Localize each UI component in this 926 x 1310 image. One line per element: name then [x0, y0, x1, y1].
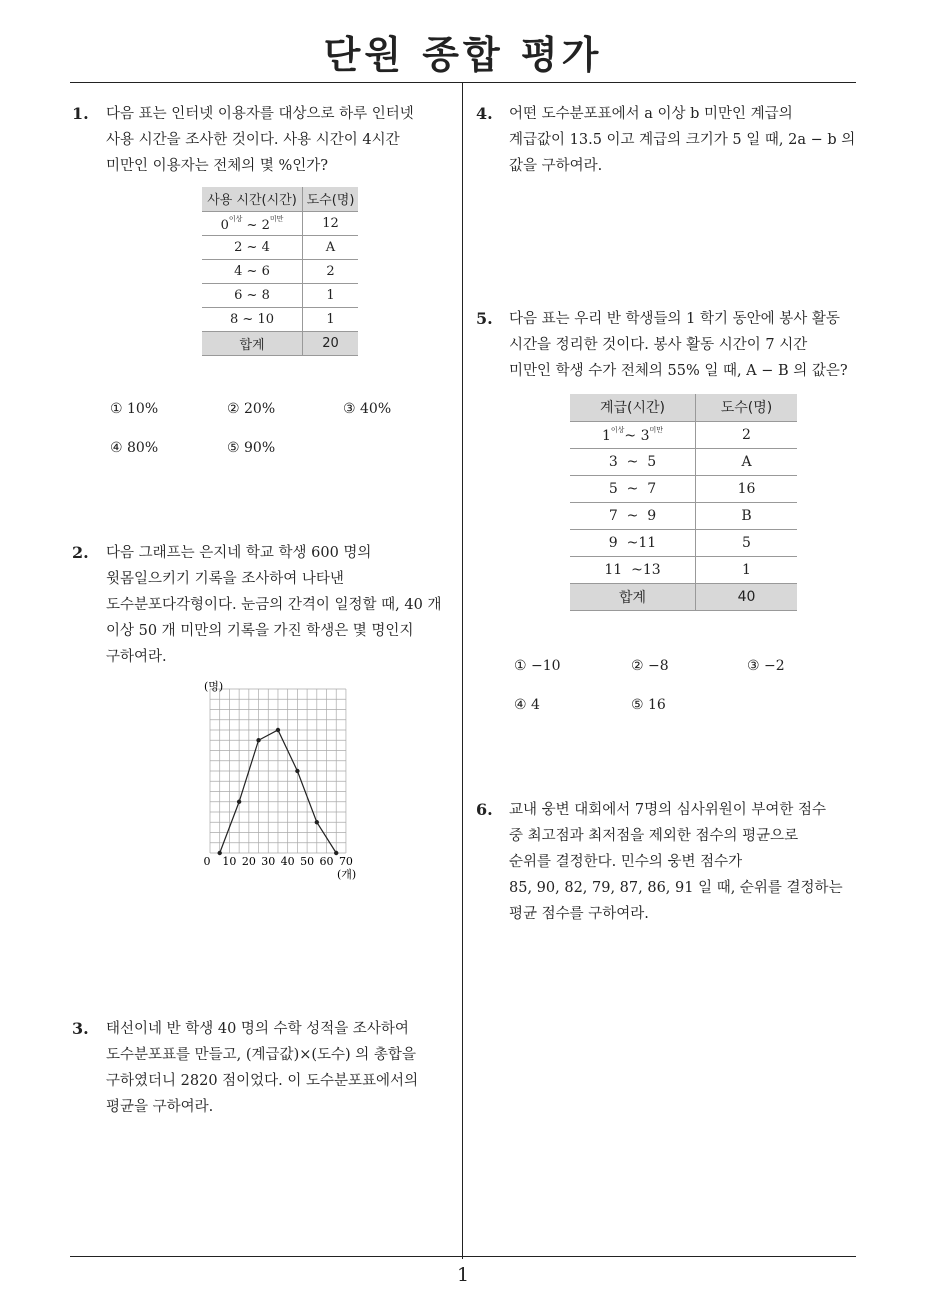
- table-row: [202, 283, 358, 307]
- range-high: 4: [261, 239, 270, 255]
- q6-line: 교내 웅변 대회에서 7명의 심사위원이 부여한 점수: [509, 802, 827, 818]
- chart-point: [218, 851, 222, 855]
- range-low: 8: [230, 311, 239, 327]
- table-row: [570, 475, 797, 502]
- q1-freq-cell: 1: [303, 307, 359, 331]
- table-row: [202, 307, 358, 331]
- chart-point: [315, 820, 319, 824]
- q5-line: 미만인 학생 수가 전체의 55% 일 때, A − B 의 값은?: [509, 363, 848, 379]
- table-row: [570, 583, 797, 610]
- q5-choice[interactable]: ④ 4: [514, 697, 540, 713]
- range-high: 10: [257, 311, 274, 327]
- q1-total-value: 20: [303, 331, 359, 355]
- q2-frequency-polygon-chart: [196, 676, 366, 886]
- range-suffix-high: 미만: [269, 214, 284, 223]
- table-row: [202, 235, 358, 259]
- table-row: [570, 556, 797, 583]
- q1-choice[interactable]: ② 20%: [227, 401, 276, 417]
- q5-choice[interactable]: ② −8: [631, 658, 669, 674]
- q5-class-cell: $1^{이상}\sim$ $3^{미만}$: [570, 421, 696, 448]
- top-rule: [70, 82, 856, 83]
- q5-class-cell: 9 ~11: [570, 529, 696, 556]
- x-tick-label: 60: [319, 855, 334, 868]
- q2-line: 구하여라.: [106, 649, 167, 665]
- q5-text: [509, 306, 848, 384]
- range-low: 11: [604, 561, 623, 578]
- q1-class-cell: 2 ~ 4: [202, 235, 303, 259]
- q4-line: 계급값이 13.5 이고 계급의 크기가 5 일 때, 2a − b 의: [509, 132, 856, 148]
- q6-line: 평균 점수를 구하여라.: [509, 906, 649, 922]
- column-divider: [462, 83, 463, 1259]
- q1-header-frequency: 도수(명): [303, 187, 359, 211]
- q5-total-value: 40: [696, 583, 798, 610]
- q2-line: 도수분포다각형이다. 눈금의 간격이 일정할 때, 40 개: [106, 597, 442, 613]
- q1-line: 미만인 이용자는 전체의 몇 %인가?: [106, 158, 329, 174]
- q5-class-cell: 3 ~ 5: [570, 448, 696, 475]
- x-tick-label: 0: [203, 855, 211, 868]
- q2-number: 2.: [72, 543, 89, 562]
- q5-frequency-table: [570, 394, 797, 611]
- chart-point: [256, 738, 260, 742]
- q1-total-label: 합계: [202, 331, 303, 355]
- chart-point: [237, 800, 241, 804]
- q6-number: 6.: [476, 800, 493, 819]
- q6-text: [509, 797, 843, 927]
- q5-choice[interactable]: ⑤ 16: [631, 697, 666, 713]
- q3-line: 구하였더니 2820 점이었다. 이 도수분포표에서의: [106, 1073, 419, 1089]
- q1-class-cell: 6 ~ 8: [202, 283, 303, 307]
- table-row: [570, 502, 797, 529]
- chart-y-label: (명): [204, 680, 224, 693]
- x-tick-label: 10: [222, 855, 237, 868]
- range-low: 6: [234, 287, 243, 303]
- range-high: 3: [640, 428, 650, 444]
- range-low: 1: [601, 428, 611, 444]
- page-title: 단원 종합 평가: [323, 33, 603, 77]
- range-low: 0: [220, 217, 229, 233]
- range-high: 5: [647, 453, 657, 470]
- x-tick-label: 20: [241, 855, 256, 868]
- q1-freq-cell: 2: [303, 259, 359, 283]
- q6-line: 순위를 결정한다. 민수의 웅변 점수가: [509, 854, 743, 870]
- q1-text: [106, 101, 414, 179]
- q1-header-class: 사용 시간(시간): [202, 187, 303, 211]
- table-row: [202, 259, 358, 283]
- q2-line: 이상 50 개 미만의 기록을 가진 학생은 몇 명인지: [106, 623, 414, 639]
- q5-freq-cell: 2: [696, 421, 798, 448]
- chart-x-label: (개): [337, 868, 357, 881]
- q1-class-cell: 8 ~ 10: [202, 307, 303, 331]
- range-low: 3: [608, 453, 618, 470]
- q1-choice[interactable]: ④ 80%: [110, 440, 159, 456]
- range-suffix-high: 미만: [649, 426, 664, 434]
- q3-line: 평균을 구하여라.: [106, 1099, 214, 1115]
- q5-choice[interactable]: ③ −2: [747, 658, 785, 674]
- q5-freq-cell: 5: [696, 529, 798, 556]
- q1-freq-cell: A: [303, 235, 359, 259]
- table-row: [202, 211, 358, 235]
- q5-line: 다음 표는 우리 반 학생들의 1 학기 동안에 봉사 활동: [509, 311, 840, 327]
- table-row: [202, 331, 358, 355]
- q1-line: 다음 표는 인터넷 이용자를 대상으로 하루 인터넷: [106, 106, 414, 122]
- table-row: [570, 529, 797, 556]
- range-high: 2: [261, 217, 270, 233]
- q1-freq-cell: 12: [303, 211, 359, 235]
- q1-choice[interactable]: ③ 40%: [343, 401, 392, 417]
- q5-choice[interactable]: ① −10: [514, 658, 561, 674]
- x-tick-label: 70: [338, 855, 353, 868]
- q5-freq-cell: B: [696, 502, 798, 529]
- q5-freq-cell: 1: [696, 556, 798, 583]
- q2-text: [106, 540, 441, 670]
- q4-text: [509, 101, 855, 179]
- x-tick-label: 50: [300, 855, 315, 868]
- range-low: 7: [608, 507, 618, 524]
- q3-text: [106, 1016, 418, 1120]
- q3-line: 태선이네 반 학생 40 명의 수학 성적을 조사하여: [106, 1021, 409, 1037]
- range-high: 13: [642, 561, 661, 578]
- range-high: 6: [261, 263, 270, 279]
- range-suffix-low: 이상: [610, 426, 625, 434]
- table-row: [570, 421, 797, 448]
- q5-line: 시간을 정리한 것이다. 봉사 활동 시간이 7 시간: [509, 337, 808, 353]
- q5-total-label: 합계: [570, 583, 696, 610]
- q4-number: 4.: [476, 104, 493, 123]
- q5-class-cell: 11 ~13: [570, 556, 696, 583]
- q1-number: 1.: [72, 104, 89, 123]
- q1-class-cell: 4 ~ 6: [202, 259, 303, 283]
- range-low: 5: [608, 480, 618, 497]
- q5-class-cell: 7 ~ 9: [570, 502, 696, 529]
- q5-freq-cell: 16: [696, 475, 798, 502]
- q1-class-cell: $0^{이상}$ ~ $2^{미만}$: [202, 211, 303, 235]
- q1-choice[interactable]: ① 10%: [110, 401, 159, 417]
- chart-x-ticks: [204, 855, 353, 868]
- page-number: 1: [456, 1264, 470, 1286]
- x-tick-label: 40: [280, 855, 295, 868]
- chart-grid: [210, 689, 346, 853]
- range-high: 11: [638, 534, 657, 551]
- q1-line: 사용 시간을 조사한 것이다. 사용 시간이 4시간: [106, 132, 400, 148]
- q4-line: 값을 구하여라.: [509, 158, 603, 174]
- chart-point: [334, 851, 338, 855]
- range-low: 9: [608, 534, 618, 551]
- x-tick-label: 30: [261, 855, 276, 868]
- q1-freq-cell: 1: [303, 283, 359, 307]
- range-low: 4: [234, 263, 243, 279]
- q6-line: 중 최고점과 최저점을 제외한 점수의 평균으로: [509, 828, 799, 844]
- range-low: 2: [234, 239, 243, 255]
- q4-line: 어떤 도수분포표에서 a 이상 b 미만인 계급의: [509, 106, 793, 122]
- q2-line: 윗몸일으키기 기록을 조사하여 나타낸: [106, 571, 344, 587]
- range-suffix-low: 이상: [228, 214, 243, 223]
- range-high: 7: [647, 480, 657, 497]
- q5-header-frequency: 도수(명): [696, 394, 798, 421]
- q5-class-cell: 5 ~ 7: [570, 475, 696, 502]
- q5-number: 5.: [476, 309, 493, 328]
- q3-number: 3.: [72, 1019, 89, 1038]
- range-high: 8: [261, 287, 270, 303]
- range-high: 9: [647, 507, 657, 524]
- q1-frequency-table: [202, 187, 358, 356]
- table-row: [570, 448, 797, 475]
- q3-line: 도수분포표를 만들고, (계급값)×(도수) 의 총합을: [106, 1047, 416, 1063]
- chart-point: [295, 769, 299, 773]
- q2-line: 다음 그래프는 은지네 학교 학생 600 명의: [106, 545, 372, 561]
- q5-header-class: 계급(시간): [570, 394, 696, 421]
- q6-line: 85, 90, 82, 79, 87, 86, 91 일 때, 순위를 결정하는: [509, 880, 843, 896]
- bottom-rule: [70, 1256, 856, 1257]
- q1-choice[interactable]: ⑤ 90%: [227, 440, 276, 456]
- chart-point: [276, 728, 280, 732]
- q5-freq-cell: A: [696, 448, 798, 475]
